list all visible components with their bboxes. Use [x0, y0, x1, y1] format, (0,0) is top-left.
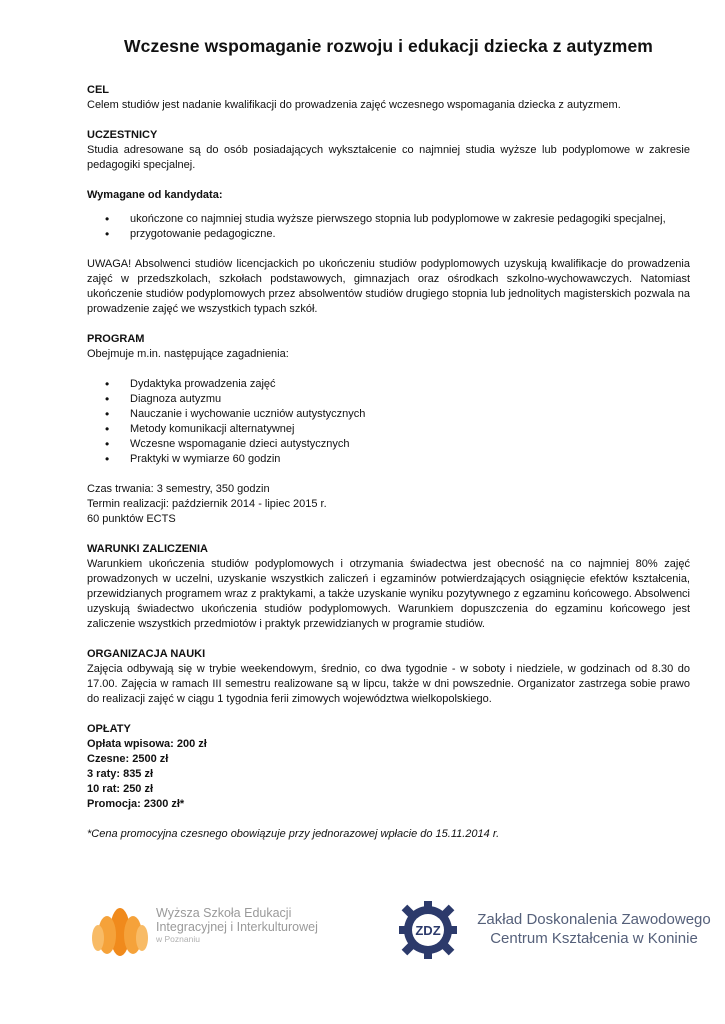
wsei-logo: [90, 900, 330, 956]
oplata-10-rat: 10 rat: 250 zł: [87, 783, 154, 795]
list-item: • przygotowanie pedagogiczne.: [87, 227, 690, 242]
wsei-line2: Integracyjnej i Interkulturowej: [156, 920, 318, 934]
zdz-logo: [398, 900, 711, 956]
section-oplaty: [87, 722, 690, 842]
oplata-wpisowa: Opłata wpisowa: 200 zł: [87, 738, 207, 750]
promo-note: *Cena promocyjna czesnego obowiązuje przy jednorazowej wpłacie do 15.11.2014 r.: [87, 828, 500, 840]
wymagane-heading: Wymagane od kandydata:: [87, 189, 223, 201]
section-program: [87, 332, 690, 527]
list-item: • Dydaktyka prowadzenia zajęć: [87, 377, 690, 392]
program-heading: PROGRAM: [87, 333, 145, 345]
oplaty-heading: OPŁATY: [87, 723, 131, 735]
wsei-line1: Wyższa Szkoła Edukacji: [156, 906, 292, 920]
program-termin: Termin realizacji: październik 2014 - lipiec 2015 r.: [87, 498, 327, 510]
list-item: • Praktyki w wymiarze 60 godzin: [87, 452, 690, 467]
cel-heading: CEL: [87, 84, 109, 96]
wsei-line3: w Poznaniu: [156, 934, 200, 944]
program-intro: Obejmuje m.in. następujące zagadnienia:: [87, 348, 289, 360]
flame-logo-icon: [90, 900, 150, 960]
wsei-logo-text: [156, 906, 318, 945]
wymagane-list: [87, 212, 690, 242]
section-organizacja: [87, 647, 690, 707]
uczestnicy-text: Studia adresowane są do osób posiadających wykształcenie co najmniej studia wyższe lub podyplomowe w zakresie pedagogiki specjalnej.: [87, 144, 690, 171]
cel-text: Celem studiów jest nadanie kwalifikacji do prowadzenia zajęć wczesnego wspomagania dziecka z autyzmem.: [87, 99, 621, 111]
oplata-promocja: Promocja: 2300 zł*: [87, 798, 185, 810]
list-item: • Diagnoza autyzmu: [87, 392, 690, 407]
list-item: • Nauczanie i wychowanie uczniów autystycznych: [87, 407, 690, 422]
section-uczestnicy: [87, 128, 690, 173]
section-warunki: [87, 542, 690, 632]
zdz-line2: Centrum Kształcenia w Koninie: [490, 930, 698, 947]
program-list: [87, 377, 690, 467]
list-item: • Wczesne wspomaganie dzieci autystycznych: [87, 437, 690, 452]
program-czas: Czas trwania: 3 semestry, 350 godzin: [87, 483, 270, 495]
oplata-3-raty: 3 raty: 835 zł: [87, 768, 154, 780]
section-uwaga: [87, 257, 690, 317]
zdz-logo-text: [464, 910, 724, 948]
section-wymagane: [87, 188, 690, 242]
footer-logos: [0, 894, 725, 964]
organizacja-heading: ORGANIZACJA NAUKI: [87, 648, 206, 660]
list-item: • ukończone co najmniej studia wyższe pierwszego stopnia lub podyplomowe w zakresie pedagogiki specjalnej,: [87, 212, 690, 227]
warunki-heading: WARUNKI ZALICZENIA: [87, 543, 208, 555]
zdz-line1: Zakład Doskonalenia Zawodowego: [477, 911, 711, 928]
page-title: Wczesne wspomaganie rozwoju i edukacji dziecka z autyzmem: [124, 36, 653, 56]
warunki-text: Warunkiem ukończenia studiów podyplomowych i otrzymania świadectwa jest obecność na co najmniej 80% zajęć prowadzonych w uczelni, uzyskanie wszystkich zaliczeń i egzaminów potwierdzających osiągnięcie efektów kształcenia, przewidzianych programem wraz z praktykami, a także uzyskanie wyniku pozytywnego z egzaminu końcowego. Absolwenci uzyskują świadectwo ukończenia studiów podyplomowych. Warunkiem dopuszczenia do egzaminu końcowego jest zaliczenie wszystkich przedmiotów i praktyk przewidzianych w programie studiów.: [87, 558, 690, 630]
organizacja-text: Zajęcia odbywają się w trybie weekendowym, średnio, co dwa tygodnie - w soboty i niedziele, w godzinach od 8.30 do 17.00. Zajęcia w ramach III semestru realizowane są w lipcu, także w dni powszednie. Organizator zastrzega sobie prawo do realizacji zajęć w ciągu 1 tygodnia ferii zimowych województwa wielkopolskiego.: [87, 663, 690, 705]
uczestnicy-heading: UCZESTNICY: [87, 129, 158, 141]
list-item: • Metody komunikacji alternatywnej: [87, 422, 690, 437]
section-cel: [87, 83, 690, 113]
document-page: [87, 36, 690, 842]
program-ects: 60 punktów ECTS: [87, 513, 176, 525]
oplata-czesne: Czesne: 2500 zł: [87, 753, 169, 765]
zdz-mark-text: ZDZ: [415, 923, 441, 938]
gear-logo-icon: [398, 900, 458, 960]
uwaga-text: UWAGA! Absolwenci studiów licencjackich po ukończeniu studiów podyplomowych uzyskują kwalifikacje do prowadzenia zajęć w przedszkolach, szkołach podstawowych, gimnazjach oraz ośrodkach szkolno-wychowawczych. Natomiast ukończenie studiów podyplomowych przez absolwentów studiów drugiego stopnia lub jednolitych magisterskich pozwala na prowadzenie zajęć we wszystkich typach szkół.: [87, 258, 690, 315]
